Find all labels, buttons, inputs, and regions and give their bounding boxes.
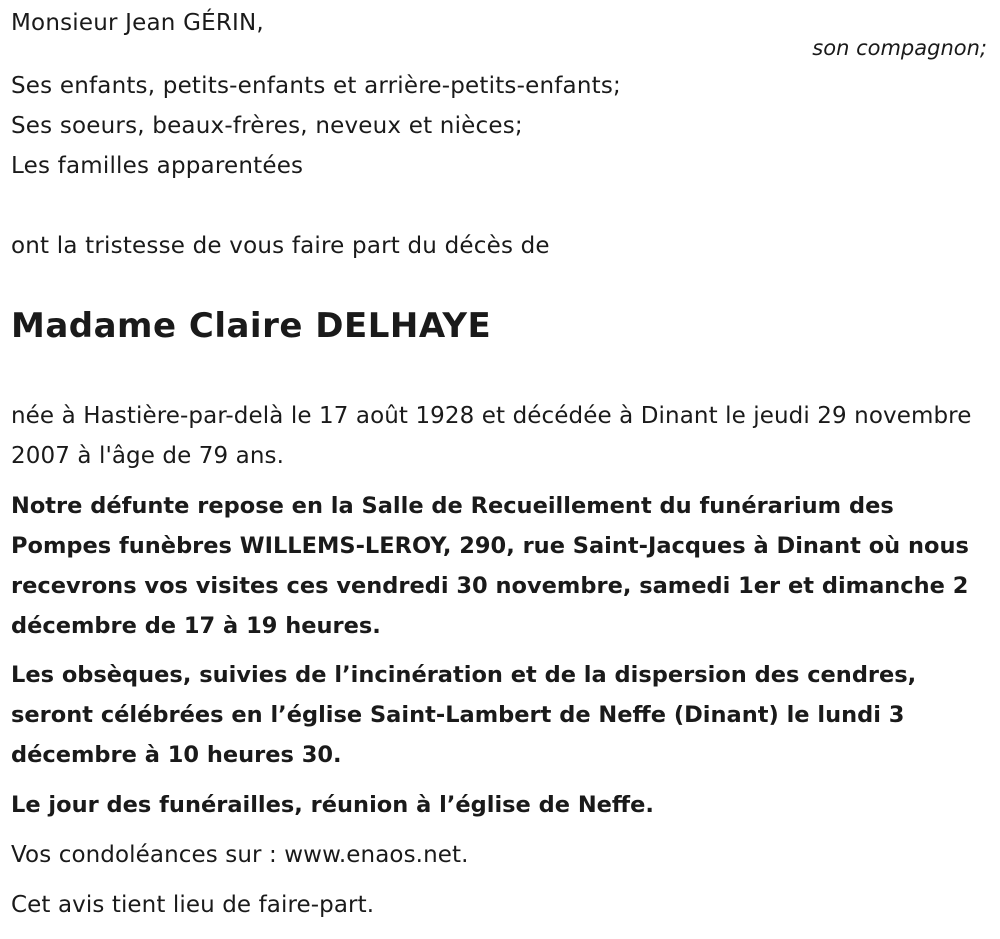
- companion-name: Monsieur Jean GÉRIN,: [11, 10, 264, 36]
- family-line-relatives: Les familles apparentées: [11, 153, 304, 179]
- closing-text: Cet avis tient lieu de faire-part.: [11, 892, 375, 918]
- companion-role: son compagnon;: [812, 36, 987, 60]
- deceased-name: Madame Claire DELHAYE: [11, 306, 492, 346]
- meeting-paragraph: Le jour des funérailles, réunion à l’église de Neffe.: [11, 792, 654, 818]
- family-line-children: Ses enfants, petits-enfants et arrière-petits-enfants;: [11, 73, 621, 99]
- obituary-notice: [11, 0, 991, 939]
- condolences-text: Vos condoléances sur : www.enaos.net.: [11, 842, 469, 868]
- visitation-paragraph: Notre défunte repose en la Salle de Recueillement du funérarium des Pompes funèbres WILLEMS-LEROY, 290, rue Saint-Jacques à Dinant où nous recevrons vos visites ces vendredi 30 novembre, samedi 1er et dimanche 2 décembre de 17 à 19 heures.: [11, 493, 969, 639]
- family-line-siblings: Ses soeurs, beaux-frères, neveux et nièces;: [11, 113, 523, 139]
- announcement-text: ont la tristesse de vous faire part du décès de: [11, 233, 550, 259]
- birth-death-paragraph: née à Hastière-par-delà le 17 août 1928 et décédée à Dinant le jeudi 29 novembre 2007 à l'âge de 79 ans.: [11, 403, 972, 469]
- funeral-paragraph: Les obsèques, suivies de l’incinération et de la dispersion des cendres, seront célébrées en l’église Saint-Lambert de Neffe (Dinant) le lundi 3 décembre à 10 heures 30.: [11, 662, 917, 768]
